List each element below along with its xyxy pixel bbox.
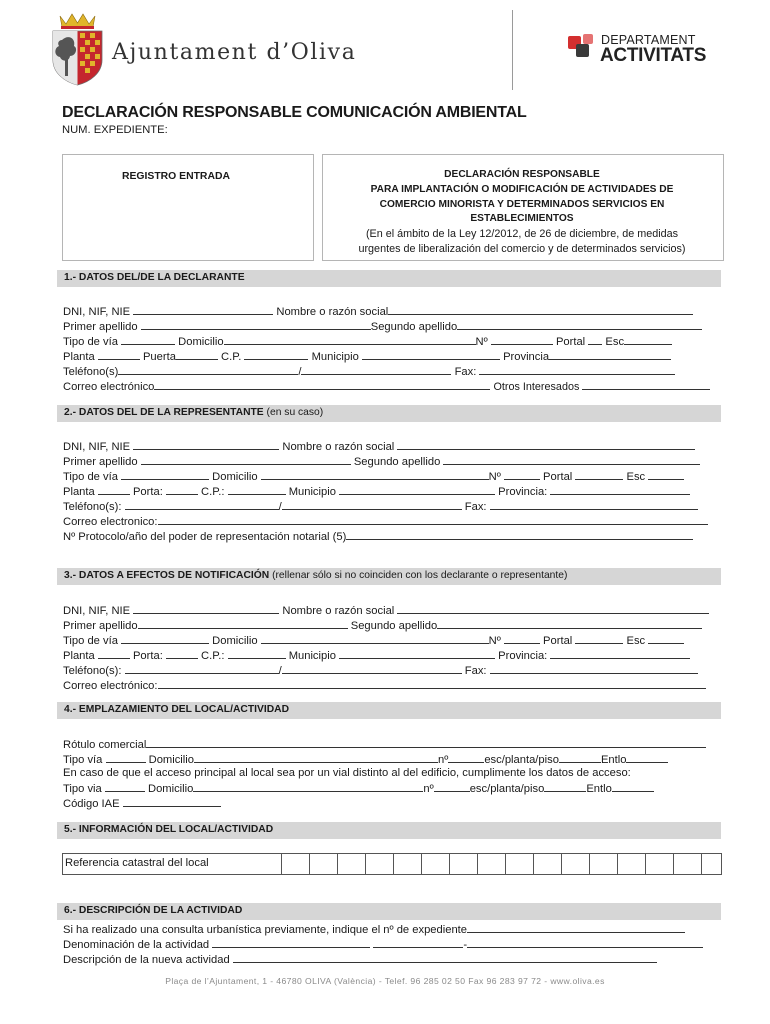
s2-row-apellidos <box>63 454 700 468</box>
declaracion-line3: COMERCIO MINORISTA Y DETERMINADOS SERVICIOS EN <box>379 198 665 210</box>
s1-cp-label: C.P. <box>221 351 242 363</box>
s4-tipovia2-label: Tipo via <box>63 783 102 795</box>
s1-nombre-field[interactable] <box>388 304 693 315</box>
s1-puerta-label: Puerta <box>142 351 176 363</box>
s2-row-correo <box>63 514 708 528</box>
s3-row-dni <box>63 603 709 617</box>
s3-num-field[interactable] <box>504 633 540 644</box>
s1-apellido2-field[interactable] <box>457 319 702 330</box>
s3-tipovia-field[interactable] <box>121 633 209 644</box>
s2-tipovia-label: Tipo de vía <box>63 471 118 483</box>
s2-num-field[interactable] <box>504 469 540 480</box>
s4-acceso-text: En caso de que el acceso principal al local sea por un vial distinto al del edificio, cumplimente los datos de acceso: <box>63 767 631 779</box>
s2-apellido2-label: Segundo apellido <box>353 456 441 468</box>
s4-num2-label: nº <box>423 783 434 795</box>
s6-consulta-field[interactable] <box>467 922 685 933</box>
s2-telefono1-field[interactable] <box>125 499 279 510</box>
s1-municipio-field[interactable] <box>362 349 500 360</box>
s2-portal-field[interactable] <box>575 469 623 480</box>
s2-row-protocolo <box>63 529 693 543</box>
s1-tipovia-label: Tipo de vía <box>63 336 118 348</box>
s3-apellido1-field[interactable] <box>138 618 348 629</box>
s2-apellido1-field[interactable] <box>141 454 351 465</box>
declaracion-line5: (En el ámbito de la Ley 12/2012, de 26 de diciembre, de medidas <box>365 228 679 241</box>
s6-consulta-label: Si ha realizado una consulta urbanística previamente, indique el nº de expediente <box>63 924 467 936</box>
s1-row-apellidos <box>63 319 702 333</box>
s4-domicilio-label: Domicilio <box>148 754 194 766</box>
s3-apellido2-field[interactable] <box>437 618 702 629</box>
s4-entlo2-label: Entlo <box>586 783 612 795</box>
s4-codigo-field[interactable] <box>123 796 221 807</box>
s3-telefono1-field[interactable] <box>125 663 279 674</box>
s1-slash: / <box>298 366 302 378</box>
section-5-title: 5.- INFORMACIÓN DEL LOCAL/ACTIVIDAD <box>64 824 274 835</box>
s4-entlo2-field[interactable] <box>612 781 654 792</box>
s6-dash: - <box>463 939 468 951</box>
s1-provincia-field[interactable] <box>549 349 671 360</box>
s4-escplanta2-label: esc/planta/piso <box>469 783 545 795</box>
s2-num-label: Nº <box>488 471 501 483</box>
s4-entlo-field[interactable] <box>626 752 668 763</box>
section-2-note: (en su caso) <box>266 407 324 418</box>
s2-row-telefono <box>63 499 698 513</box>
s3-municipio-field[interactable] <box>339 648 495 659</box>
s2-domicilio-label: Domicilio <box>212 471 258 483</box>
s3-row-correo <box>63 678 706 692</box>
s3-provincia-field[interactable] <box>550 648 690 659</box>
s2-portal-label: Portal <box>543 471 573 483</box>
s3-esc-field[interactable] <box>648 633 684 644</box>
s4-domicilio2-field[interactable] <box>193 781 423 792</box>
s4-domicilio2-label: Domicilio <box>147 783 194 795</box>
oliva-crest-logo <box>50 10 105 86</box>
s4-entlo-label: Entlo <box>600 754 627 766</box>
s2-cp-field[interactable] <box>228 484 286 495</box>
s4-codigo-label: Código IAE <box>63 798 120 810</box>
s1-correo-field[interactable] <box>154 379 490 390</box>
s2-correo-label: Correo electronico: <box>63 516 158 528</box>
s1-portal-label: Portal <box>555 336 586 348</box>
s3-correo-label: Correo electrónico: <box>63 680 158 692</box>
section-1-title: 1.- DATOS DEL/DE LA DECLARANTE <box>64 272 245 283</box>
s3-correo-field[interactable] <box>158 678 706 689</box>
s4-escplanta-label: esc/planta/piso <box>484 754 559 766</box>
department-name: ACTIVITATS <box>600 45 707 66</box>
section-4-title: 4.- EMPLAZAMIENTO DEL LOCAL/ACTIVIDAD <box>64 704 290 715</box>
referencia-catastral-label: Referencia catastral del local <box>65 857 209 869</box>
section-3-title: 3.- DATOS A EFECTOS DE NOTIFICACIÓN <box>64 570 270 581</box>
s1-row-planta <box>63 349 671 363</box>
s3-slash: / <box>278 665 282 677</box>
catastral-cell[interactable] <box>477 854 504 874</box>
s3-dni-label: DNI, NIF, NIE <box>63 605 131 617</box>
s3-telefono2-field[interactable] <box>282 663 462 674</box>
catastral-cell[interactable] <box>505 854 532 874</box>
footer-address: Plaça de l’Ajuntament, 1 - 46780 OLIVA (València) - Telef. 96 285 02 50 Fax 96 283 97 72 - www.oliva.es <box>165 976 605 986</box>
s3-tipovia-label: Tipo de vía <box>63 635 118 647</box>
s2-dni-label: DNI, NIF, NIE <box>63 441 131 453</box>
s2-correo-field[interactable] <box>158 514 708 525</box>
s2-porta-field[interactable] <box>166 484 198 495</box>
expediente-label: NUM. EXPEDIENTE: <box>62 124 168 136</box>
s3-fax-label: Fax: <box>464 665 487 677</box>
s3-num-label: Nº <box>488 635 501 647</box>
s1-telefono1-field[interactable] <box>118 364 298 375</box>
s2-esc-field[interactable] <box>648 469 684 480</box>
s2-row-planta <box>63 484 690 498</box>
s4-row-acceso <box>63 767 631 779</box>
s2-nombre-field[interactable] <box>397 439 695 450</box>
s3-row-apellidos <box>63 618 702 632</box>
s2-telefono-label: Teléfono(s): <box>63 501 122 513</box>
s1-fax-field[interactable] <box>479 364 675 375</box>
declaracion-line2: PARA IMPLANTACIÓN O MODIFICACIÓN DE ACTIVIDADES DE <box>370 183 674 195</box>
s1-otros-field[interactable] <box>582 379 710 390</box>
s2-planta-label: Planta <box>63 486 95 498</box>
registro-entrada-title: REGISTRO ENTRADA <box>122 171 230 182</box>
s3-fax-field[interactable] <box>490 663 698 674</box>
s2-slash: / <box>278 501 282 513</box>
catastral-cell[interactable] <box>393 854 420 874</box>
catastral-cell[interactable] <box>309 854 336 874</box>
s3-nombre-label: Nombre o razón social <box>282 605 395 617</box>
s4-row-via2 <box>63 781 654 795</box>
s6-descripcion-label: Descripción de la nueva actividad <box>63 954 230 966</box>
registro-entrada-box <box>62 154 314 261</box>
s2-provincia-field[interactable] <box>550 484 690 495</box>
s3-esc-label: Esc <box>626 635 646 647</box>
section-2-title: 2.- DATOS DEL DE LA REPRESENTANTE <box>64 407 264 418</box>
section-4-header <box>57 702 721 719</box>
s1-municipio-label: Municipio <box>311 351 359 363</box>
s4-num-label: nº <box>438 754 449 766</box>
catastral-cell[interactable] <box>281 854 308 874</box>
s6-row-denominacion <box>63 937 703 951</box>
s3-dni-field[interactable] <box>133 603 279 614</box>
s3-telefono-label: Teléfono(s): <box>63 665 122 677</box>
s2-domicilio-field[interactable] <box>261 469 489 480</box>
declaracion-text <box>322 168 722 257</box>
s2-protocolo-field[interactable] <box>346 529 693 540</box>
declaracion-line6: urgentes de liberalización del comercio y de determinados servicios) <box>358 242 686 255</box>
s4-tipovia-label: Tipo vía <box>63 754 103 766</box>
s1-apellido1-field[interactable] <box>141 319 371 330</box>
catastral-cell[interactable] <box>645 854 672 874</box>
s1-telefono-label: Teléfono(s) <box>63 366 119 378</box>
s1-esc-field[interactable] <box>624 334 672 345</box>
s2-fax-field[interactable] <box>490 499 698 510</box>
s4-row-rotulo <box>63 737 706 751</box>
s1-fax-label: Fax: <box>454 366 477 378</box>
catastral-cell[interactable] <box>673 854 700 874</box>
activitats-logo-icon <box>567 33 597 63</box>
municipality-name: Ajuntament d’Oliva <box>112 40 357 65</box>
s3-municipio-label: Municipio <box>288 650 336 662</box>
section-6-title: 6.- DESCRIPCIÓN DE LA ACTIVIDAD <box>64 905 243 916</box>
s3-provincia-label: Provincia: <box>498 650 548 662</box>
s3-portal-field[interactable] <box>575 633 623 644</box>
s3-row-via <box>63 633 684 647</box>
s2-planta-field[interactable] <box>98 484 130 495</box>
s2-row-dni <box>63 439 695 453</box>
s1-puerta-field[interactable] <box>176 349 218 360</box>
referencia-catastral-box <box>62 853 722 875</box>
s2-municipio-field[interactable] <box>339 484 495 495</box>
s4-escplanta2-field[interactable] <box>544 781 586 792</box>
s1-num-field[interactable] <box>491 334 553 345</box>
section-6-header <box>57 903 721 920</box>
s1-row-correo <box>63 379 710 393</box>
section-3-note: (rellenar sólo si no coinciden con los declarante o representante) <box>272 570 568 581</box>
s6-descripcion-field[interactable] <box>233 952 657 963</box>
section-3-header <box>57 568 721 585</box>
catastral-cell[interactable] <box>589 854 616 874</box>
s2-apellido2-field[interactable] <box>443 454 700 465</box>
s1-row-via <box>63 334 672 348</box>
s4-num-field[interactable] <box>448 752 484 763</box>
s4-domicilio-field[interactable] <box>194 752 438 763</box>
s1-provincia-label: Provincia <box>503 351 550 363</box>
s2-fax-label: Fax: <box>464 501 487 513</box>
s6-row-descripcion <box>63 952 657 966</box>
catastral-cell[interactable] <box>617 854 644 874</box>
s4-tipovia-field[interactable] <box>106 752 146 763</box>
s1-otros-label: Otros Interesados <box>493 381 580 393</box>
s1-nombre-label: Nombre o razón social <box>276 306 389 318</box>
s2-provincia-label: Provincia: <box>498 486 548 498</box>
s1-portal-field[interactable] <box>588 334 602 345</box>
s2-nombre-label: Nombre o razón social <box>282 441 395 453</box>
s6-denominacion-field-2[interactable] <box>373 937 463 948</box>
s3-domicilio-field[interactable] <box>261 633 489 644</box>
s1-dni-label: DNI, NIF, NIE <box>63 306 131 318</box>
declaracion-line1: DECLARACIÓN RESPONSABLE <box>444 169 600 180</box>
catastral-cell[interactable] <box>421 854 448 874</box>
catastral-cell[interactable] <box>533 854 560 874</box>
s6-denominacion-label: Denominación de la actividad <box>63 939 210 951</box>
s3-row-planta <box>63 648 690 662</box>
document-title: DECLARACIÓN RESPONSABLE COMUNICACIÓN AMBIENTAL <box>62 104 527 121</box>
s1-tipovia-field[interactable] <box>121 334 175 345</box>
s3-planta-label: Planta <box>63 650 95 662</box>
s3-cp-label: C.P.: <box>201 650 225 662</box>
s3-nombre-field[interactable] <box>397 603 709 614</box>
catastral-cell[interactable] <box>365 854 392 874</box>
s3-domicilio-label: Domicilio <box>212 635 258 647</box>
s1-domicilio-field[interactable] <box>224 334 476 345</box>
s4-rotulo-label: Rótulo comercial <box>63 739 147 751</box>
section-1-header <box>57 270 721 287</box>
s2-cp-label: C.P.: <box>201 486 225 498</box>
s1-domicilio-label: Domicilio <box>178 336 224 348</box>
department-label: DEPARTAMENT <box>601 33 696 47</box>
s2-protocolo-label: Nº Protocolo/año del poder de representación notarial (5) <box>63 531 347 543</box>
catastral-cell[interactable] <box>701 854 728 874</box>
s1-cp-field[interactable] <box>244 349 308 360</box>
s3-apellido2-label: Segundo apellido <box>350 620 438 632</box>
s2-porta-label: Porta: <box>132 486 163 498</box>
s1-esc-label: Esc <box>605 336 625 348</box>
s6-row-consulta <box>63 922 685 936</box>
section-2-header <box>57 405 721 422</box>
s1-num-label: Nº <box>475 336 488 348</box>
catastral-cell[interactable] <box>561 854 588 874</box>
s3-cp-field[interactable] <box>228 648 286 659</box>
s2-tipovia-field[interactable] <box>121 469 209 480</box>
s1-row-dni <box>63 304 693 318</box>
s3-row-telefono <box>63 663 698 677</box>
s3-porta-label: Porta: <box>132 650 163 662</box>
s1-telefono2-field[interactable] <box>301 364 451 375</box>
s1-dni-field[interactable] <box>133 304 273 315</box>
section-5-header <box>57 822 721 839</box>
s4-row-via <box>63 752 668 766</box>
s2-esc-label: Esc <box>626 471 646 483</box>
catastral-cell[interactable] <box>337 854 364 874</box>
s2-municipio-label: Municipio <box>288 486 336 498</box>
s1-correo-label: Correo electrónico <box>63 381 155 393</box>
s6-denominacion-field-3[interactable] <box>467 937 703 948</box>
s2-telefono2-field[interactable] <box>282 499 462 510</box>
header-divider <box>512 10 513 90</box>
s3-planta-field[interactable] <box>98 648 130 659</box>
s4-num2-field[interactable] <box>434 781 470 792</box>
s3-portal-label: Portal <box>543 635 573 647</box>
s3-apellido1-label: Primer apellido <box>63 620 138 632</box>
s1-apellido1-label: Primer apellido <box>63 321 138 333</box>
s2-apellido1-label: Primer apellido <box>63 456 138 468</box>
declaracion-line4: ESTABLECIMIENTOS <box>470 213 574 225</box>
s4-rotulo-field[interactable] <box>146 737 706 748</box>
s6-denominacion-field[interactable] <box>212 937 370 948</box>
s3-porta-field[interactable] <box>166 648 198 659</box>
s1-planta-label: Planta <box>63 351 95 363</box>
s4-row-iae <box>63 796 221 810</box>
s1-row-telefono <box>63 364 675 378</box>
s4-tipovia2-field[interactable] <box>105 781 145 792</box>
s2-dni-field[interactable] <box>133 439 279 450</box>
catastral-cell[interactable] <box>449 854 476 874</box>
s4-escplanta-field[interactable] <box>559 752 601 763</box>
s2-row-via <box>63 469 684 483</box>
s1-apellido2-label: Segundo apellido <box>370 321 458 333</box>
s1-planta-field[interactable] <box>98 349 140 360</box>
